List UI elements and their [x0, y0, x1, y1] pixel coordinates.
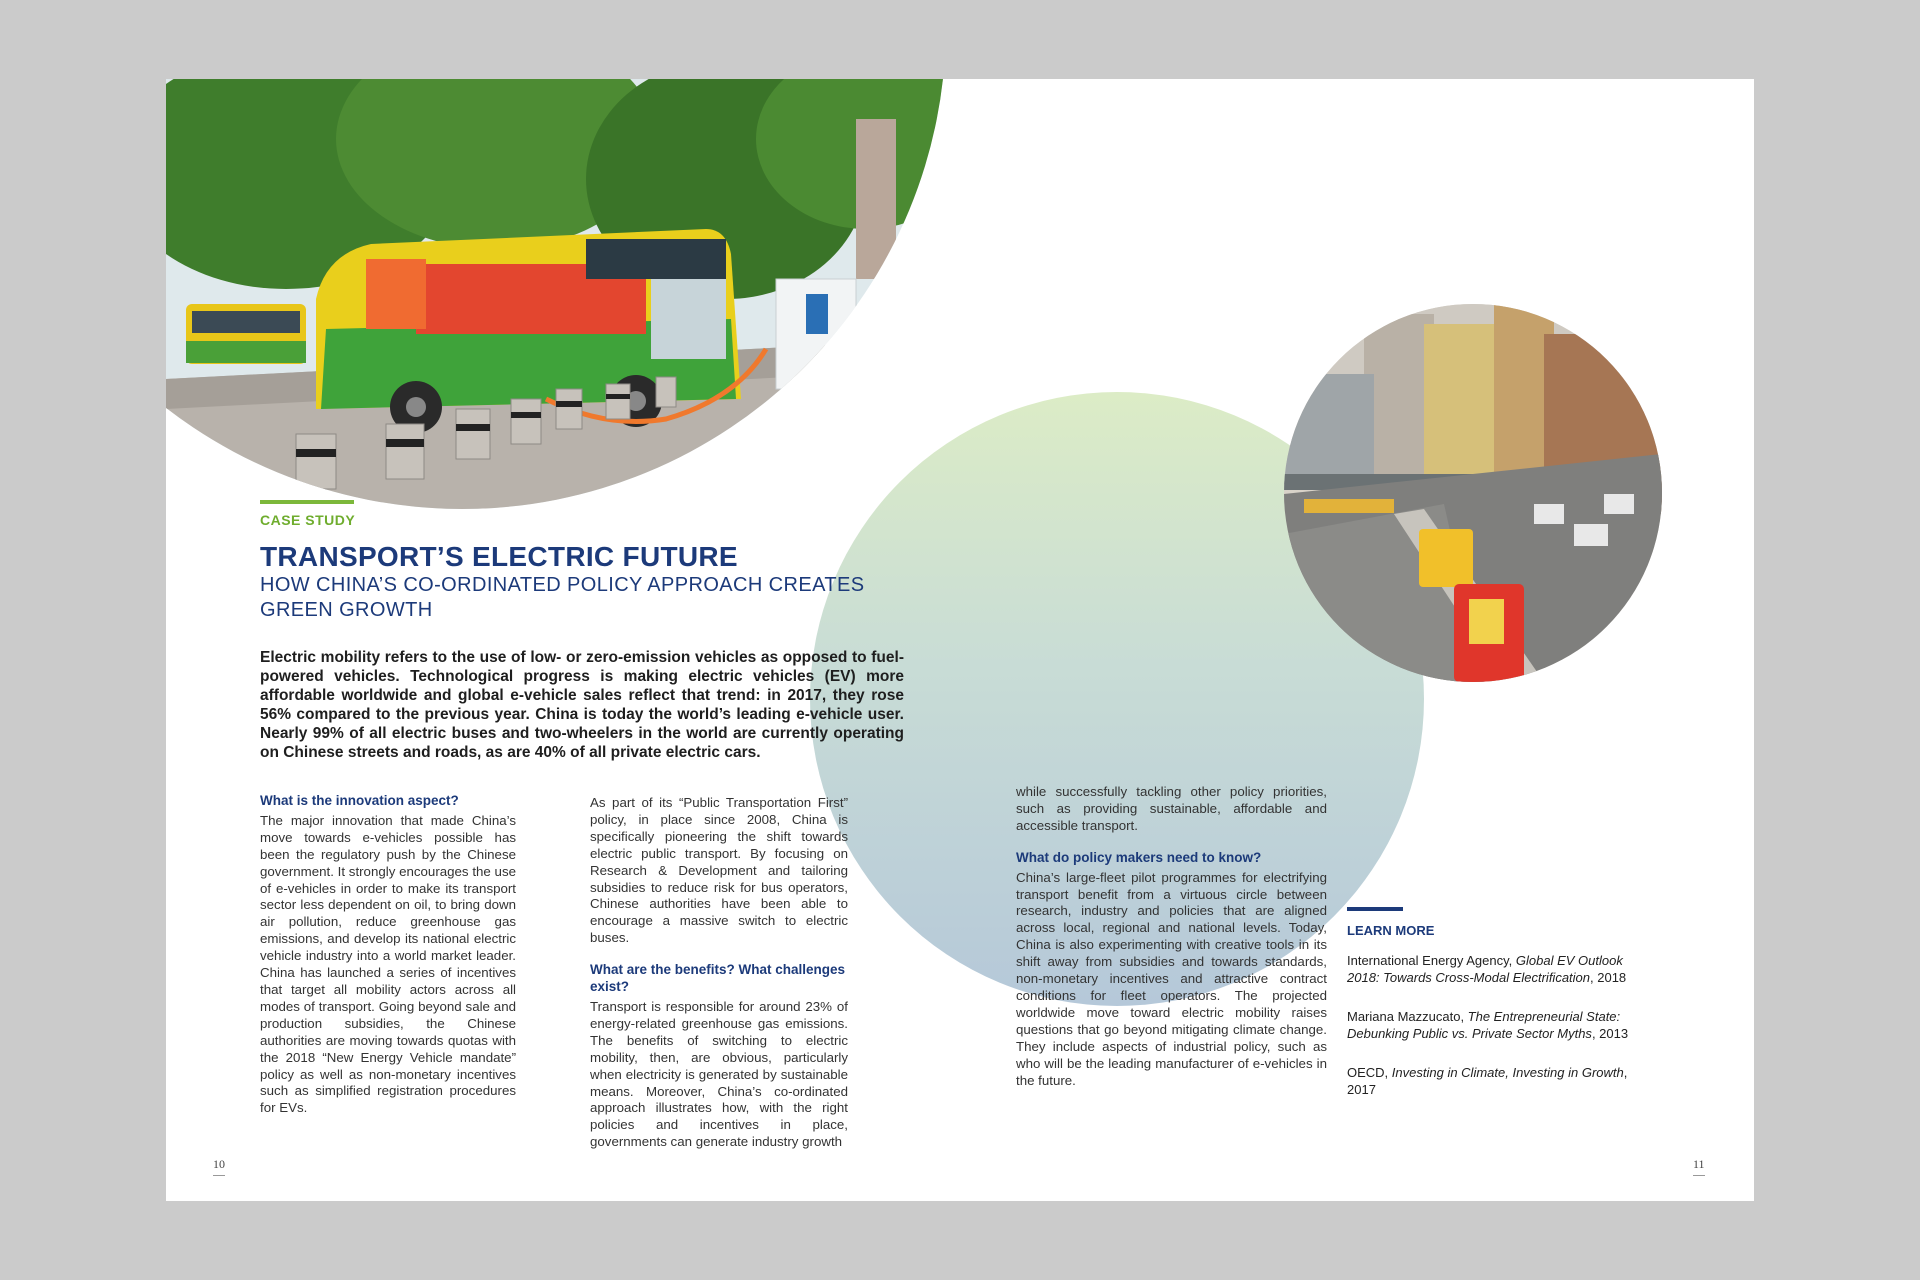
section-label: CASE STUDY: [260, 512, 356, 528]
reference-list: [1347, 952, 1647, 1120]
reference-item: International Energy Agency, Global EV Outlook 2018: Towards Cross-Modal Electrification, 2018: [1347, 953, 1627, 985]
column-3-text-1: while successfully tackling other policy priorities, such as providing sustainable, affordable and accessible transport.: [1016, 784, 1327, 833]
street-photo: [1284, 304, 1662, 682]
magazine-spread: [166, 79, 1754, 1201]
column-2-text-2: Transport is responsible for around 23% of energy-related greenhouse gas emissions. The benefits of switching to electric mobility, then, are obvious, particularly when electricity is generated by sustainable means. Moreover, China’s co-ordinated approach illustrates how, with the right policies and incentives in place, governments can generate industry growth: [590, 998, 848, 1150]
column-1-heading: What is the innovation aspect?: [260, 793, 459, 808]
learn-more-label: LEARN MORE: [1347, 923, 1435, 938]
column-2: [590, 795, 848, 1151]
column-2-text-1: As part of its “Public Transportation First” policy, in place since 2008, China is specifically pioneering the shift towards electric public transport. By focusing on Research & Development and tailoring subsidies to reduce risk for bus operators, Chinese authorities have been able to encourage a massive switch to electric buses.: [590, 795, 848, 946]
column-1-text: The major innovation that made China’s move towards e-vehicles possible has been the regulatory push by the Chinese government. It strongly encourages the use of e-vehicles in order to make its transport sector less dependent on oil, to bring down air pollution, reduce greenhouse gas emissions, and develop its national electric vehicle industry into a world market leader. China has launched a series of incentives that target all mobility actors across all modes of transport. Going beyond sale and production subsidies, the Chinese authorities are moving towards quotas with the 2018 “New Energy Vehicle mandate” policy as well as non-monetary incentives such as simplified registration procedures for EVs.: [260, 812, 516, 1116]
column-1: [260, 793, 516, 1117]
page-number-right: 11: [1693, 1157, 1705, 1176]
learn-more-accent-bar: [1347, 907, 1403, 911]
bus-photo: [166, 79, 946, 509]
article-title: TRANSPORT’S ELECTRIC FUTURE: [260, 541, 738, 572]
column-3-text-2: China’s large-fleet pilot programmes for electrifying transport benefit from a virtuous circle between research, industry and policies that are aligned across local, regional and national levels. Today, China is also experimenting with creative tools in its shift away from subsidies and towards standards, non-monetary incentives and attractive contract conditions for fleet operators. The projected worldwide move toward electric mobility raises questions that go beyond mitigating climate change. They include aspects of industrial policy, such as who will be the leading manufacturer of e-vehicles in the future.: [1016, 869, 1327, 1088]
reference-item: OECD, Investing in Climate, Investing in Growth, 2017: [1347, 1065, 1628, 1097]
column-2-heading: What are the benefits? What challenges exist?: [590, 962, 846, 995]
lead-paragraph: Electric mobility refers to the use of low- or zero-emission vehicles as opposed to fuel-powered vehicles. Technological progress is making electric vehicles (EV) more affordable worldwide and global e-vehicle sales reflect that trend: in 2017, they rose 56% compared to the previous year. China is today the world’s leading e-vehicle user. Nearly 99% of all electric buses and two-wheelers in the world are currently operating on Chinese streets and roads, as are 40% of all private electric cars.: [260, 649, 904, 761]
reference-item: Mariana Mazzucato, The Entrepreneurial State: Debunking Public vs. Private Sector Myths, 2013: [1347, 1009, 1629, 1041]
article-subtitle: HOW CHINA’S CO-ORDINATED POLICY APPROACH CREATES GREEN GROWTH: [260, 574, 865, 621]
section-accent-bar: [260, 500, 354, 504]
column-3-heading: What do policy makers need to know?: [1016, 849, 1262, 865]
column-3: [1016, 784, 1327, 1089]
page-number-left: 10: [213, 1157, 225, 1176]
